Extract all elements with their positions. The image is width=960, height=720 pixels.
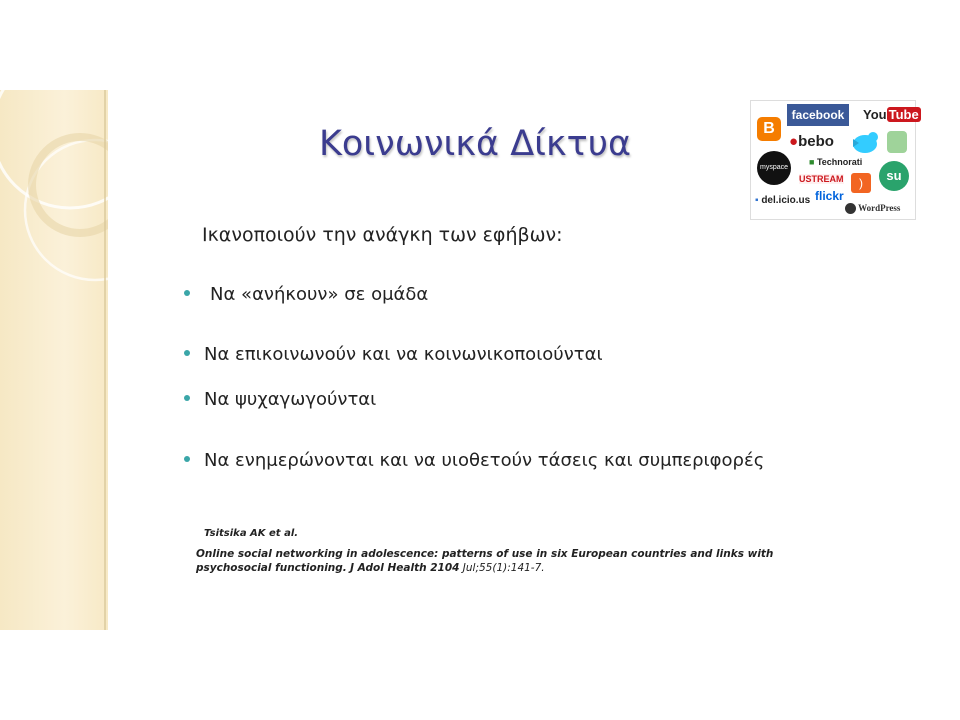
decorative-rings [0,90,108,630]
reference-title: Online social networking in adolescence: patterns of use in six European countries and links with psychosocial functioning. [196,548,774,574]
bullet-item [184,389,376,410]
blogger-icon: B [757,117,781,141]
bullet-dot-icon [184,350,190,356]
social-networks-logo-collage [750,100,919,220]
bullet-dot-icon [184,456,190,462]
bullet-item [184,344,603,365]
technorati-icon: ■ [809,157,815,167]
reference-citation [196,547,806,575]
bebo-logo [789,133,834,150]
rss-icon: ) [851,173,871,193]
technorati-logo [809,157,862,167]
technorati-text: Technorati [816,157,863,167]
reference-author: Tsitsika AK et al. [204,528,299,539]
bullet-dot-icon [184,290,190,296]
bullet-item [184,284,428,305]
youtube-tube-text: Tube [888,107,919,122]
bullet-text: Να επικοινωνούν και να κοινωνικοποιούνται [204,344,603,365]
bebo-b-icon: ● [789,133,799,150]
bullet-text: Να «ανήκουν» σε ομάδα [210,284,429,305]
flickr-logo: flickr [815,189,844,203]
wordpress-logo [845,203,900,214]
youtube-you-text: You [863,107,887,122]
hand-app-icon [887,131,907,153]
twitter-bird-icon [849,129,881,155]
intro-text: Ικανοποιούν την ανάγκη των εφήβων: [202,224,563,246]
bullet-item [184,450,764,471]
stumbleupon-icon: su [879,161,909,191]
reference-journal: J Adol Health 2104 [350,562,460,574]
facebook-logo: facebook [787,104,849,126]
delicious-text: del.icio.us [761,195,811,206]
wordpress-text: WordPress [858,203,901,213]
bullet-text: Να ψυχαγωγούνται [204,389,377,410]
reference-pages: Jul;55(1):141-7. [459,562,545,574]
wordpress-icon [845,203,856,214]
side-panel-edge [104,90,106,630]
bullet-dot-icon [184,395,190,401]
ustream-logo: USTREAM [799,174,844,184]
delicious-logo [755,195,810,206]
bullet-text: Να ενημερώνονται και να υιοθετούν τάσεις και συμπεριφορές [204,450,765,471]
myspace-logo: myspace [757,151,791,185]
decorative-side-panel [0,90,108,630]
delicious-icon: ▪ [755,195,759,206]
bebo-text: bebo [798,133,834,150]
youtube-logo [863,107,921,122]
slide-title: Κοινωνικά Δίκτυα [318,124,632,164]
